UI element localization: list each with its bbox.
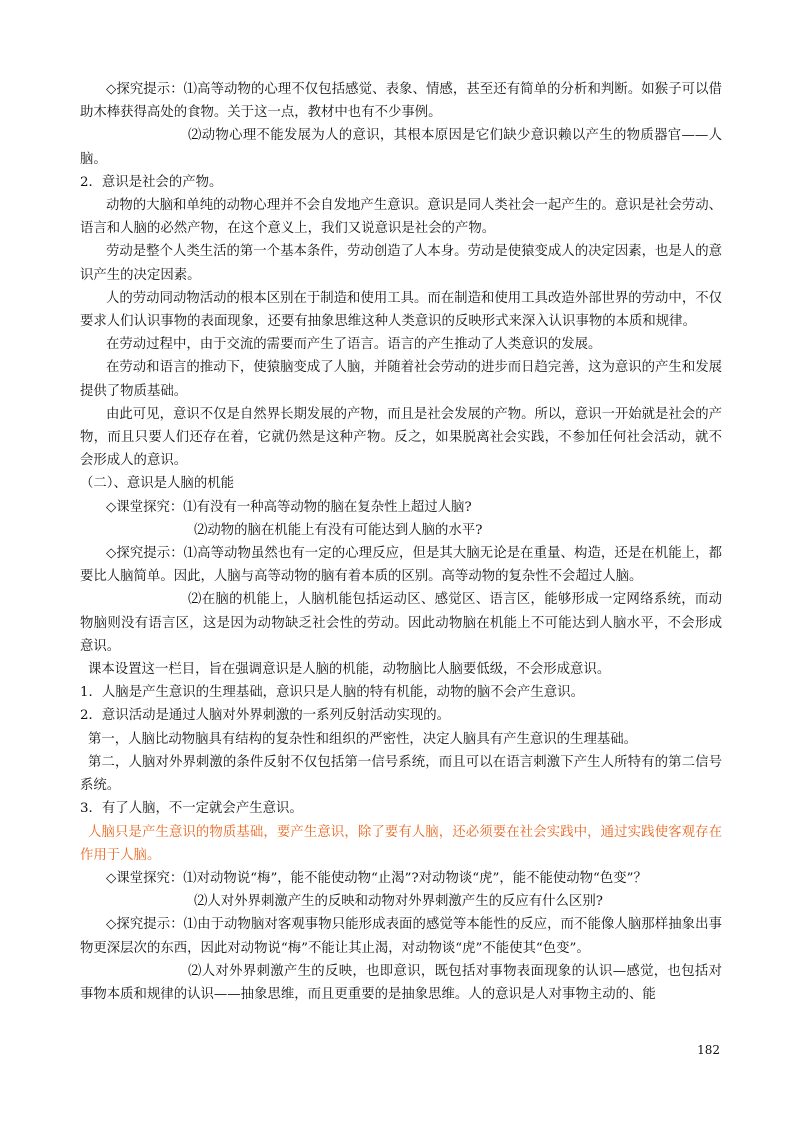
paragraph: ⑵动物的脑在机能上有没有可能达到人脑的水平? (194, 522, 483, 538)
paragraph: ⑵人对外界刺激产生的反映和动物对外界刺激产生的反应有什么区别? (194, 894, 603, 910)
paragraph: ◇课堂探究：⑴对动物说“梅”，能不能使动物“止渴”?对动物谈“虎”，能不能使动物“色变”？ (106, 870, 647, 886)
paragraph: ⑵人对外界刺激产生的反映，也即意识，既包括对事物表面现象的认识—感觉，也包括对事物本质和规律的认识——抽象思维，而且更重要的是抽象思维。人的意识是人对事物主动的、能 (80, 963, 722, 1002)
paragraph: 人的劳动同动物活动的根本区别在于制造和使用工具。而在制造和使用工具改造外部世界的劳动中，不仅要求人们认识事物的表面现象，还要有抽象思维这种人类意识的反映形式来深入认识事物的本质和规律。 (80, 290, 722, 330)
section-heading: 3．有了人脑，不一定就会产生意识。 (80, 801, 303, 817)
highlighted-paragraph: 人脑只是产生意识的物质基础，要产生意识，除了要有人脑，还必须要在社会实践中，通过实践使客观存在作用于人脑。 (80, 824, 722, 863)
page-number: 182 (697, 1043, 720, 1057)
section-heading: （二）、意识是人脑的机能 (80, 476, 234, 492)
paragraph: 动物的大脑和单纯的动物心理并不会自发地产生意识。意识是同人类社会一起产生的。意识是社会劳动、语言和人脑的必然产物，在这个意义上，我们又说意识是社会的产物。 (80, 198, 722, 237)
paragraph: ◇探究提示：⑴高等动物的心理不仅包括感觉、表象、情感，甚至还有简单的分析和判断。如猴子可以借助木棒获得高处的食物。关于这一点，教材中也有不少事例。 (80, 82, 722, 121)
section-heading: 2．意识是社会的产物。 (80, 174, 223, 190)
paragraph: ◇探究提示：⑴由于动物脑对客观事物只能形成表面的感觉等本能性的反应，而不能像人脑那样抽象出事物更深层次的东西，因此对动物说“梅”不能让其止渴，对动物谈“虎”不能使其“色变”。 (80, 917, 722, 956)
paragraph: ◇探究提示：⑴高等动物虽然也有一定的心理反应，但是其大脑无论是在重量、构造，还是在机能上，都要比人脑简单。因此，人脑与高等动物的脑有着本质的区别。高等动物的复杂性不会超过人脑。 (80, 546, 722, 585)
paragraph: ⑵动物心理不能发展为人的意识，其根本原因是它们缺少意识赖以产生的物质器官——人脑。 (80, 128, 722, 167)
paragraph: 第二，人脑对外界刺激的条件反射不仅包括第一信号系统，而且可以在语言刺激下产生人所特有的第二信号系统。 (80, 754, 722, 794)
paragraph: ◇课堂探究：⑴有没有一种高等动物的脑在复杂性上超过人脑? (106, 499, 472, 515)
paragraph: 课本设置这一栏目，旨在强调意识是人脑的机能，动物脑比人脑要低级，不会形成意识。 (88, 662, 611, 678)
paragraph: 2．意识活动是通过人脑对外界刺激的一系列反射活动实现的。 (80, 708, 451, 724)
paragraph: 在劳动和语言的推动下，使猿脑变成了人脑，并随着社会劳动的进步而日趋完善，这为意识的产生和发展提供了物质基础。 (80, 360, 722, 399)
paragraph: 由此可见，意识不仅是自然界长期发展的产物，而且是社会发展的产物。所以，意识一开始就是社会的产物，而且只要人们还存在着，它就仍然是这种产物。反之，如果脱离社会实践，不参加任何社会活动，就不会形成人的意识。 (80, 406, 722, 469)
paragraph: ⑵在脑的机能上，人脑机能包括运动区、感觉区、语言区，能够形成一定网络系统，而动物脑则没有语言区，这是因为动物缺乏社会性的劳动。因此动物脑在机能上不可能达到人脑水平，不会形成意识。 (80, 592, 722, 654)
document-body (80, 78, 722, 1006)
paragraph: 劳动是整个人类生活的第一个基本条件，劳动创造了人本身。劳动是使猿变成人的决定因素，也是人的意识产生的决定因素。 (80, 244, 722, 283)
paragraph: 在劳动过程中，由于交流的需要而产生了语言。语言的产生推动了人类意识的发展。 (106, 337, 602, 353)
paragraph: 第一，人脑比动物脑具有结构的复杂性和组织的严密性，决定人脑具有产生意识的生理基础。 (88, 731, 638, 747)
paragraph: 1．人脑是产生意识的生理基础，意识只是人脑的特有机能，动物的脑不会产生意识。 (80, 685, 584, 701)
